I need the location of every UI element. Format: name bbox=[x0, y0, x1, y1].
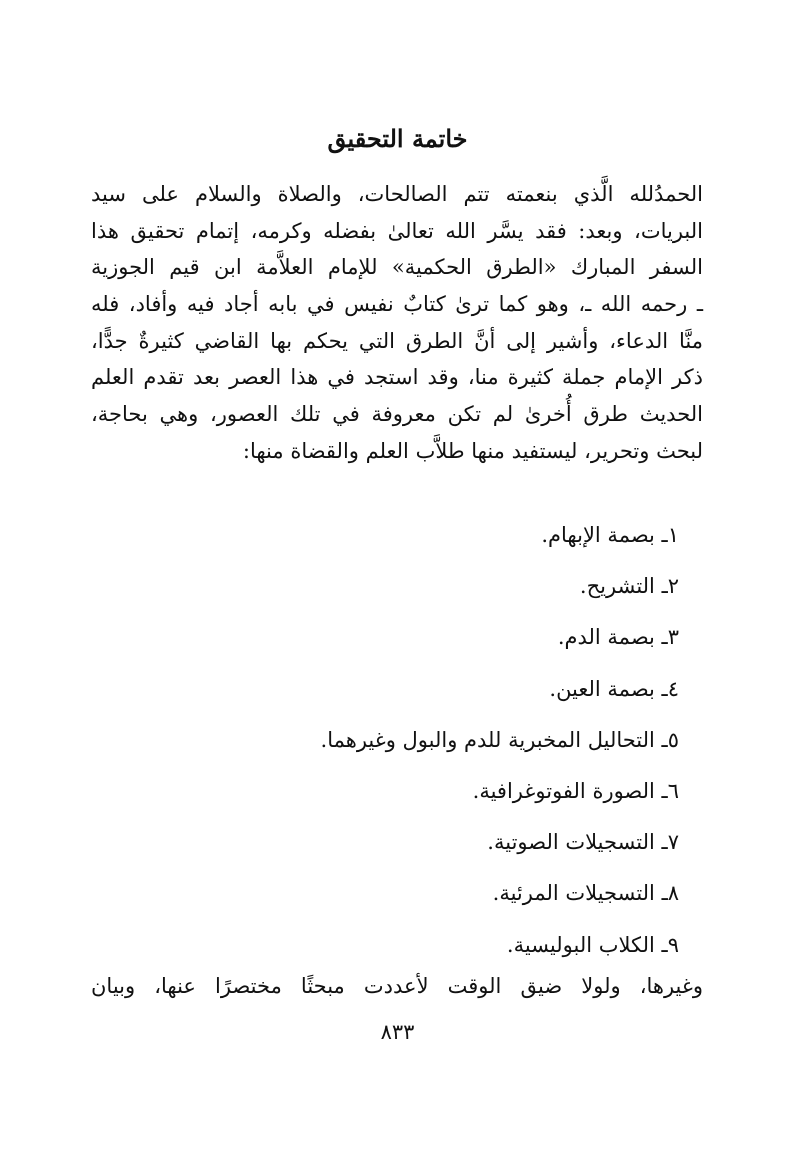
page-number: ٨٣٣ bbox=[380, 1020, 415, 1044]
list-item: ٣ـ بصمة الدم. bbox=[557, 625, 679, 650]
methods-list bbox=[91, 510, 703, 971]
text-line: ذكر الإمام جملة كثيرة منا، وقد استجد في هذا العصر بعد تقدم العلم bbox=[91, 365, 703, 390]
chapter-title: خاتمة التحقيق bbox=[327, 124, 468, 153]
list-item: ١ـ بصمة الإبهام. bbox=[541, 523, 679, 547]
text-line: البريات، وبعد: فقد يسَّر الله تعالىٰ بفضله وكرمه، إتمام تحقيق هذا bbox=[91, 218, 703, 243]
outro-paragraph bbox=[91, 968, 703, 1005]
text-line: ـ رحمه الله ـ، وهو كما ترىٰ كتابٌ نفيس في بابه أجاد فيه وأفاد، فله bbox=[91, 292, 703, 317]
list-item: ٢ـ التشريح. bbox=[579, 574, 679, 599]
list-item: ٥ـ التحاليل المخبرية للدم والبول وغيرهما. bbox=[320, 727, 679, 752]
text-line: منَّا الدعاء، وأشير إلى أنَّ الطرق التي يحكم بها القاضي كثيرةٌ جدًّا، bbox=[91, 328, 703, 353]
text-line: لبحث وتحرير، ليستفيد منها طلاَّب العلم والقضاة منها: bbox=[242, 438, 703, 463]
text-line: الحديث طرق أُخرىٰ لم تكن معروفة في تلك العصور، وهي بحاجة، bbox=[91, 402, 703, 427]
text-line: وغيرها، ولولا ضيق الوقت لأعددت مبحثًا مختصرًا عنها، وبيان bbox=[91, 974, 703, 998]
list-item: ٨ـ التسجيلات المرئية. bbox=[492, 881, 679, 906]
text-line: السفر المبارك «الطرق الحكمية» للإمام العلاَّمة ابن قيم الجوزية bbox=[91, 255, 703, 280]
list-item: ٩ـ الكلاب البوليسية. bbox=[506, 932, 679, 957]
list-item: ٤ـ بصمة العين. bbox=[549, 676, 679, 701]
intro-paragraph bbox=[91, 176, 703, 470]
list-item: ٦ـ الصورة الفوتوغرافية. bbox=[472, 778, 679, 803]
text-line: الحمدُلله الَّذي بنعمته تتم الصالحات، والصلاة والسلام على سيد bbox=[91, 182, 703, 206]
list-item: ٧ـ التسجيلات الصوتية. bbox=[487, 830, 679, 855]
